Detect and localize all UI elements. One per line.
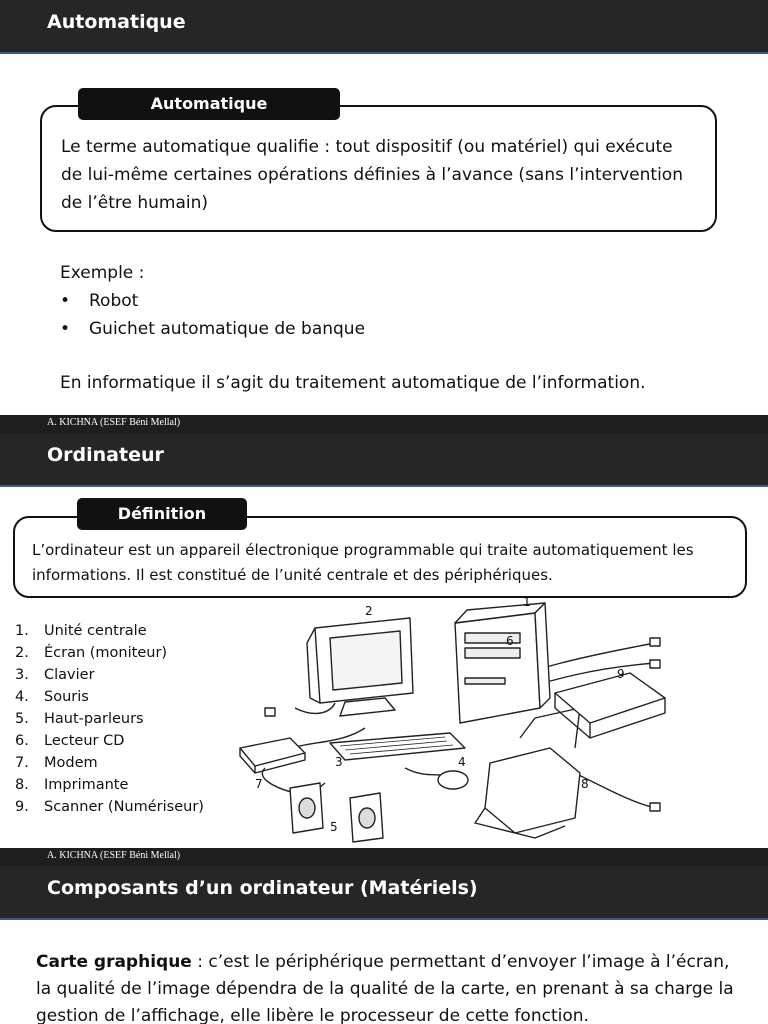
figure-number: 9 bbox=[617, 667, 625, 681]
example-label: Exemple : bbox=[60, 263, 145, 283]
figure-number: 8 bbox=[581, 777, 589, 791]
modem bbox=[240, 738, 305, 766]
figure-number: 1 bbox=[523, 598, 531, 609]
list-item: 7. Modem bbox=[15, 755, 98, 771]
examples-list bbox=[60, 287, 740, 343]
examples-block bbox=[60, 259, 740, 397]
list-item: 3. Clavier bbox=[15, 667, 95, 683]
slide-title: Ordinateur bbox=[47, 444, 164, 466]
mouse bbox=[438, 771, 468, 789]
list-item: 1. Unité centrale bbox=[15, 623, 147, 639]
slide-title: Composants d’un ordinateur (Matériels) bbox=[47, 877, 478, 899]
list-item: 2. Écran (moniteur) bbox=[15, 645, 168, 661]
list-item: • Robot bbox=[60, 287, 740, 315]
definition-text: L’ordinateur est un appareil électronique programmable qui traite automatiquement les informations. Il est constitué de l’unité centrale et des périphériques. bbox=[32, 541, 694, 584]
list-item: 4. Souris bbox=[15, 689, 89, 705]
slide-header bbox=[0, 866, 768, 920]
printer bbox=[485, 748, 580, 833]
cable bbox=[295, 703, 335, 713]
list-item: 6. Lecteur CD bbox=[15, 733, 125, 749]
figure-number: 2 bbox=[365, 604, 373, 618]
definition-text: Le terme automatique qualifie : tout dispositif (ou matériel) qui exécute de lui-même certaines opérations définies à l’avance (sans l’intervention de l’être humain) bbox=[61, 137, 683, 213]
slide-footer bbox=[0, 415, 768, 433]
figure-number: 6 bbox=[506, 634, 514, 648]
definition-box bbox=[40, 105, 717, 232]
components-list bbox=[15, 620, 235, 818]
footer-credit: A. KICHNA (ESEF Béni Mellal) bbox=[47, 850, 181, 861]
figure-number: 5 bbox=[330, 820, 338, 834]
slide-composants bbox=[0, 866, 768, 1024]
box-tab-label: Automatique bbox=[78, 88, 340, 120]
term-definition: : c’est le périphérique permettant d’envoyer l’image à l’écran, la qualité de l’image dépendra de la qualité de la carte, en prenant à sa charge la gestion de l’affichage, elle libère le processeur de cette fonction. bbox=[36, 952, 734, 1024]
figure-number: 3 bbox=[335, 755, 343, 769]
slide-header bbox=[0, 433, 768, 487]
list-item: 9. Scanner (Numériseur) bbox=[15, 799, 204, 815]
box-tab-label: Définition bbox=[77, 498, 247, 530]
slide-title: Automatique bbox=[47, 11, 186, 33]
slide-footer bbox=[0, 848, 768, 866]
conclusion-text: En informatique il s’agit du traitement automatique de l’information. bbox=[60, 373, 646, 393]
slide-automatique bbox=[0, 0, 768, 433]
slide-ordinateur bbox=[0, 433, 768, 866]
slide-header bbox=[0, 0, 768, 54]
cd-drive bbox=[465, 648, 520, 658]
figure-number: 7 bbox=[255, 777, 263, 791]
list-item: • Guichet automatique de banque bbox=[60, 315, 740, 343]
figure-number: 4 bbox=[458, 755, 466, 769]
list-item: 5. Haut-parleurs bbox=[15, 711, 144, 727]
tower-unit bbox=[455, 613, 540, 723]
computer-illustration bbox=[235, 598, 685, 843]
footer-credit: A. KICHNA (ESEF Béni Mellal) bbox=[47, 417, 181, 428]
scanner bbox=[555, 673, 665, 723]
definition-paragraph bbox=[36, 949, 736, 1024]
term: Carte graphique bbox=[36, 952, 192, 972]
list-item: 8. Imprimante bbox=[15, 777, 129, 793]
